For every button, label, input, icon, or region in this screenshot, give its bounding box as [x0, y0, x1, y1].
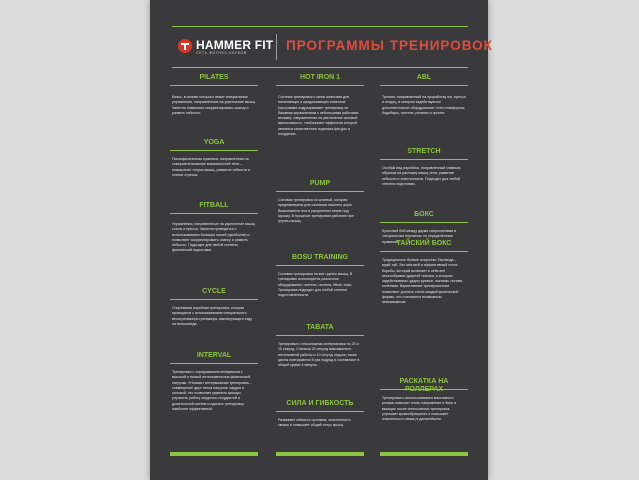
program-title: BOSU TRAINING: [292, 254, 348, 261]
program-description: Тренировка с несколькими интервалами по 20 и 10 секунд. Сначала 20 секунд максимально интенсивной работы и 10 секунд отдыха, такие циклы повторяются 8 раз подряд и составляют в общей сумме 4 минуты.: [278, 342, 360, 368]
hammer-fit-logo: [178, 36, 274, 58]
program-rule: [380, 251, 468, 252]
program-description: Упражнения, направленные на укрепление мышц спины и пресса. Занятия проводятся с использованием больших мячей (фитболов) и позволяют скорректировать осанку и развить гибкость. Подходит для любой степени физической подготовки.: [172, 222, 256, 253]
program-rule: [276, 265, 364, 266]
program-description: Тренинг, направленный на проработку ног, пресса и ягодиц, в котором задействуются дополнительное оборудование: степ-платформы, бодибары, гантели, резинки и прочее.: [382, 95, 466, 115]
program-description: Тренировка с использованием массажного ролика помогает снять напряжение и боль в мышцах после интенсивных тренировок, улучшает кровообращение и повышает эластичность мышц в дальнейшем.: [382, 396, 457, 422]
program-description: Класс, в основе которого лежат специальные упражнения, направленные на укрепление мышц. Занятия позволяют скорректировать осанку и развить гибкость.: [172, 95, 256, 115]
program-title: РАСКАТКА НА: [399, 378, 449, 385]
program-title: TABATA: [306, 324, 334, 331]
program-rule: [170, 150, 258, 151]
program-rule: [276, 191, 364, 192]
program-title: PILATES: [199, 74, 229, 81]
program-description: Спортивная аэробная тренировка, которая проводится с использованием специального велотренажера-тренажера, имитирующего езду на велосипеде.: [172, 306, 253, 326]
column-3-bottom-bar: [380, 452, 468, 456]
program-title: CYCLE: [202, 288, 226, 295]
logo-tagline: СЕТЬ ФИТНЕС-КЛУБОВ: [196, 51, 247, 55]
program-title: STRETCH: [407, 148, 441, 155]
program-title: INTERVAL: [196, 352, 232, 359]
program-rule: [380, 389, 468, 390]
poster: [150, 0, 493, 480]
poster-header: [172, 26, 493, 68]
column-2-bottom-bar: [276, 452, 364, 456]
program-rule: [170, 213, 258, 214]
program-rule: [170, 363, 258, 364]
program-title: PUMP: [309, 180, 331, 187]
program-title: БОКС: [414, 211, 434, 218]
program-title: СИЛА И ГИБКОСТЬ: [286, 400, 354, 407]
program-rule: [276, 335, 364, 336]
header-divider: [276, 34, 277, 60]
logo-name: HAMMER FIT: [196, 38, 274, 52]
program-description: Силовая тренировка со штангой, которая предназначена для сжигания лишнего жира. Выполняется она в ускоренном темпе под музыку. В процессе тренировки работают все группы мышц.: [278, 198, 355, 224]
page-title: ПРОГРАММЫ ТРЕНИРОВОК: [286, 38, 493, 53]
program-rule: [170, 85, 258, 86]
program-description: Система тренировок с мини штангами для начинающих и продолжающих клиентов (программа подразумевает тренировку по базовым упражнениям с небольшими рабочими весами), направленная на увеличение силовой выносливости, «побочным» эффектом которой является качественная подтяжка фигуры и похудение.: [278, 95, 359, 137]
program-title: ТАЙСКИЙ БОКС: [396, 240, 452, 247]
column-1-bottom-bar: [170, 452, 258, 456]
program-rule: [380, 222, 468, 223]
program-title: YOGA: [203, 139, 225, 146]
program-description: Развивает гибкость суставов, эластичность связок и повышает общий тонус мышц.: [278, 418, 351, 428]
program-rule: [276, 411, 364, 412]
program-description: Тренировка с чередованием интервалов с высокой и низкой интенсивностью физической нагрузки. «Низкая» интервальная тренировка – совмещение двух типов нагрузок: кардио и силовой, что позволяет укрепить мышцы, улучшить работу сердечно-сосудистой и дыхательной систем и сделать тренировку наиболее эффективной.: [172, 370, 252, 412]
program-rule: [380, 85, 468, 86]
program-title: ABL: [416, 74, 432, 81]
program-title: FITBALL: [199, 202, 229, 209]
program-rule: [380, 159, 468, 160]
program-description: Кулачный бой между двумя спортсменами в специальных перчатках по определённым правилам.: [382, 229, 457, 244]
program-rule: [276, 85, 364, 86]
header-top-rule: [172, 26, 468, 27]
program-description: Психофизическая практика, направленная на совершенствование возможностей тела – повышение тонуса мышц, развитие гибкости и снятие стресса.: [172, 157, 251, 177]
program-description: Особый вид аэробики, направленный главным образом на растяжку мышц тела, развитие гибкости и эластичности. Подходит для любой степени подготовки.: [382, 166, 461, 186]
program-rule: [170, 299, 258, 300]
program-description: Силовая тренировка на все группы мышц. В тренировке используется различное оборудование: гантели, гантели, fitball, bosu. Тренировка подходит для любой степени подготовленности.: [278, 272, 353, 298]
hammer-logo-icon: [178, 39, 192, 53]
header-bottom-rule: [172, 67, 468, 68]
program-description: Традиционное боевое искусство Таиланда – муай-тай. Это жёсткий и эффективный стиль борьбы, который включает в себя всё многообразие ударной техники, в котором задействованы: удары руками, локтями, ногами, коленями. Вариативные тренировочные позволяют достичь стиль каждой физической формы, что становится возможным невозможным.: [382, 258, 464, 305]
program-title: HOT IRON 1: [299, 74, 341, 81]
